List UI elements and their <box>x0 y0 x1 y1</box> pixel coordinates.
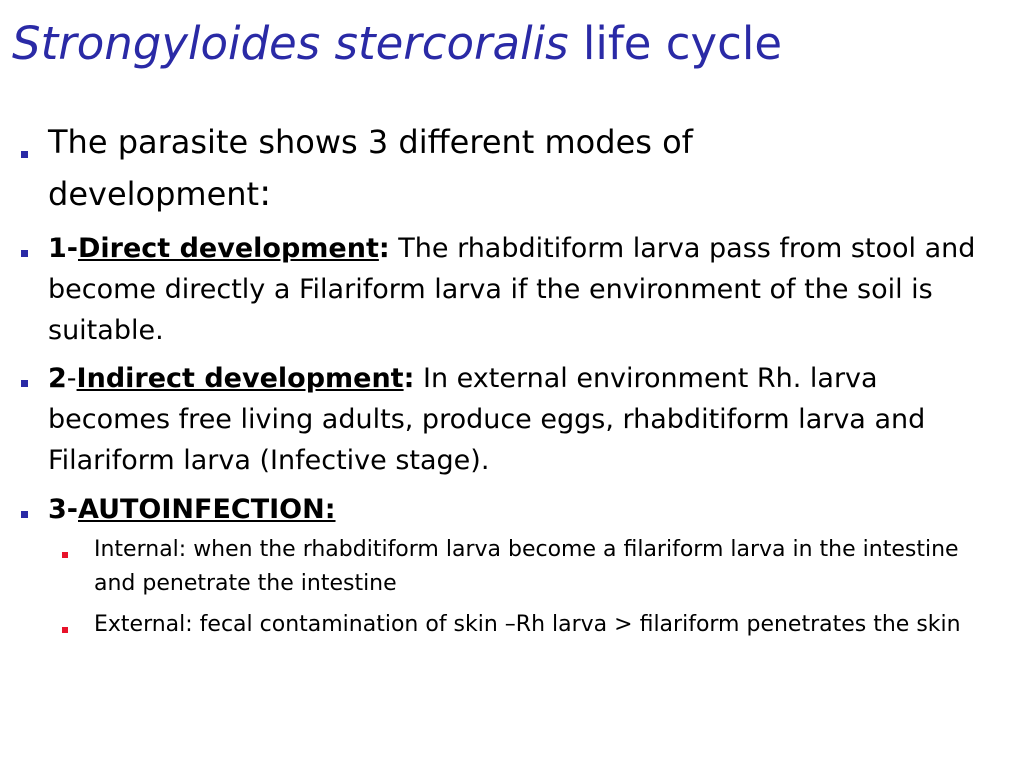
bullet-indirect-development <box>48 358 998 481</box>
sub-bullet-square-icon <box>62 552 68 558</box>
slide-title-italic: Strongyloides stercoralis <box>12 17 569 70</box>
bullet-autoinfection <box>48 489 998 530</box>
intro-text-a: The parasite shows 3 different modes of <box>48 123 693 161</box>
auto-number: 3- <box>48 494 78 525</box>
intro-colon: : <box>259 173 272 214</box>
slide-title <box>12 18 782 70</box>
bullet-direct-development <box>48 228 998 351</box>
bullet-square-icon <box>21 380 28 387</box>
sub-bullet-square-icon <box>62 627 68 633</box>
direct-heading: Direct development <box>78 233 379 264</box>
bullet-intro <box>48 116 998 220</box>
indirect-dash: - <box>66 363 77 394</box>
sub-internal-text: Internal: when the rhabditiform larva become a filariform larva in the intestine and penetrate the intestine <box>94 537 959 596</box>
bullet-square-icon <box>21 250 28 257</box>
indirect-heading: Indirect development <box>76 363 404 394</box>
auto-heading: AUTOINFECTION: <box>78 494 336 525</box>
direct-number: 1- <box>48 233 78 264</box>
sub-bullet-internal <box>94 533 994 601</box>
bullet-square-icon <box>21 511 28 518</box>
bullet-square-icon <box>21 151 28 158</box>
sub-external-text: External: fecal contamination of skin –Rh larva > filariform penetrates the skin <box>94 612 961 637</box>
direct-colon: : <box>378 233 390 264</box>
indirect-text: In external environment Rh. larva becomes free living adults, produce eggs, rhabditiform larva and Filariform larva (Infective stage). <box>48 363 926 476</box>
indirect-number: 2 <box>48 363 67 394</box>
sub-bullet-external <box>94 608 994 642</box>
intro-text-b: development <box>48 175 260 213</box>
direct-text: The rhabditiform larva pass from stool and become directly a Filariform larva if the environment of the soil is suitable. <box>48 233 976 346</box>
slide-title-rest: life cycle <box>582 17 783 70</box>
indirect-colon: : <box>403 363 415 394</box>
